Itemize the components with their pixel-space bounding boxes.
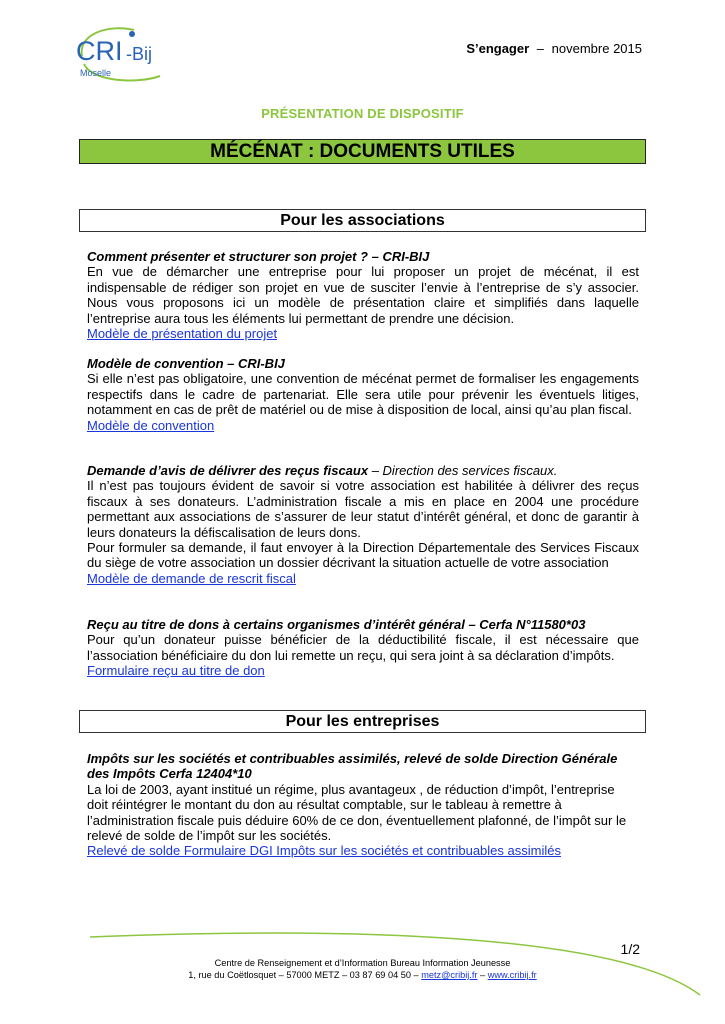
item-text: Il n’est pas toujours évident de savoir si votre association est habilitée à délivrer des reçus fiscaux à ses donateurs. L’administration fiscale a mis en place en 2004 une procédure permettant aux associations de s’assurer de leur statut d’intérêt général, et donc de garantir à leurs donateurs la défiscalisation de leurs dons. [87, 478, 639, 540]
page-title: MÉCÉNAT : DOCUMENTS UTILES [79, 139, 646, 164]
logo-sub: Moselle [80, 68, 112, 78]
item-title: Comment présenter et structurer son projet ? – CRI-BIJ [87, 249, 430, 264]
footer-email-link[interactable]: metz@cribij.fr [421, 970, 478, 980]
section-heading-associations: Pour les associations [79, 209, 646, 232]
item-title: Demande d’avis de délivrer des reçus fiscaux [87, 463, 369, 478]
logo-suffix: -Bij [126, 44, 152, 64]
item-text: En vue de démarcher une entreprise pour lui proposer un projet de mécénat, il est indispensable de rédiger son projet en vue de susciter l’envie à l’entreprise de s’y associer. Nous vous proposons ici un modèle de présentation claire et simplifiés dans laquelle l’entreprise aura tous les éléments lui permettant de prendre une décision. [87, 264, 639, 326]
item-title-suffix: – Direction des services fiscaux. [368, 463, 558, 478]
link-formulaire-recu[interactable]: Formulaire reçu au titre de don [87, 663, 265, 679]
item-recu-dons [87, 617, 639, 679]
link-releve-solde[interactable]: Relevé de solde Formulaire DGI Impôts sur les sociétés et contribuables assimilés [87, 843, 561, 859]
item-recus-fiscaux [87, 463, 639, 586]
header-section: S’engager [466, 41, 530, 56]
item-projet [87, 249, 639, 341]
item-text: Pour qu’un donateur puisse bénéficier de la déductibilité fiscale, il est nécessaire que l’association bénéficiaire du don lui remette un reçu, qui sera joint à sa déclaration d’impôts. [87, 632, 639, 663]
footer-website-link[interactable]: www.cribij.fr [487, 970, 537, 980]
item-title: Reçu au titre de dons à certains organismes d’intérêt général – Cerfa N°11580*03 [87, 617, 586, 632]
item-title: Impôts sur les sociétés et contribuables assimilés, relevé de solde Direction Générale des Impôts Cerfa 12404*10 [87, 751, 618, 782]
footer-address: 1, rue du Coëtlosquet – 57000 METZ – 03 87 69 04 50 – [188, 970, 422, 980]
logo-text: CRI [76, 36, 123, 66]
header-info [420, 41, 642, 56]
item-impots-societes [87, 751, 639, 859]
link-modele-convention[interactable]: Modèle de convention [87, 417, 215, 433]
item-text-2: Pour formuler sa demande, il faut envoyer à la Direction Départementale des Services Fiscaux du siège de votre association un dossier décrivant la situation actuelle de votre association [87, 540, 639, 571]
link-modele-presentation[interactable]: Modèle de présentation du projet [87, 326, 278, 342]
item-convention [87, 356, 639, 433]
item-text: Si elle n’est pas obligatoire, une convention de mécénat permet de formaliser les engagements respectifs dans le cadre de partenariat. Elle sera utile pour prévenir les éventuels litiges, notamment en cas de prêt de matériel ou de mise à disposition de local, ainsi qu’au plan fiscal. [87, 371, 639, 418]
presentation-label: PRÉSENTATION DE DISPOSITIF [261, 106, 464, 121]
header-date: novembre 2015 [551, 41, 642, 56]
footer [0, 957, 725, 981]
cribij-logo [68, 22, 180, 88]
footer-address-line [0, 969, 725, 981]
section-heading-entreprises: Pour les entreprises [79, 710, 646, 733]
link-rescrit-fiscal[interactable]: Modèle de demande de rescrit fiscal [87, 570, 296, 586]
footer-dash: – [477, 970, 488, 980]
page-number: 1/2 [620, 941, 640, 957]
item-title: Modèle de convention – CRI-BIJ [87, 356, 285, 371]
header-sep: – [536, 41, 545, 56]
footer-org: Centre de Renseignement et d’Information Bureau Information Jeunesse [214, 958, 511, 968]
item-text: La loi de 2003, ayant institué un régime, plus avantageux , de réduction d’impôt, l’entreprise doit réintégrer le montant du don au résultat comptable, sur le tableau à remettre à l’administration fiscale puis déduire 60% de ce don, éventuellement plafonné, de l’impôt sur le relevé de solde de l’impôt sur les sociétés. [87, 781, 627, 844]
